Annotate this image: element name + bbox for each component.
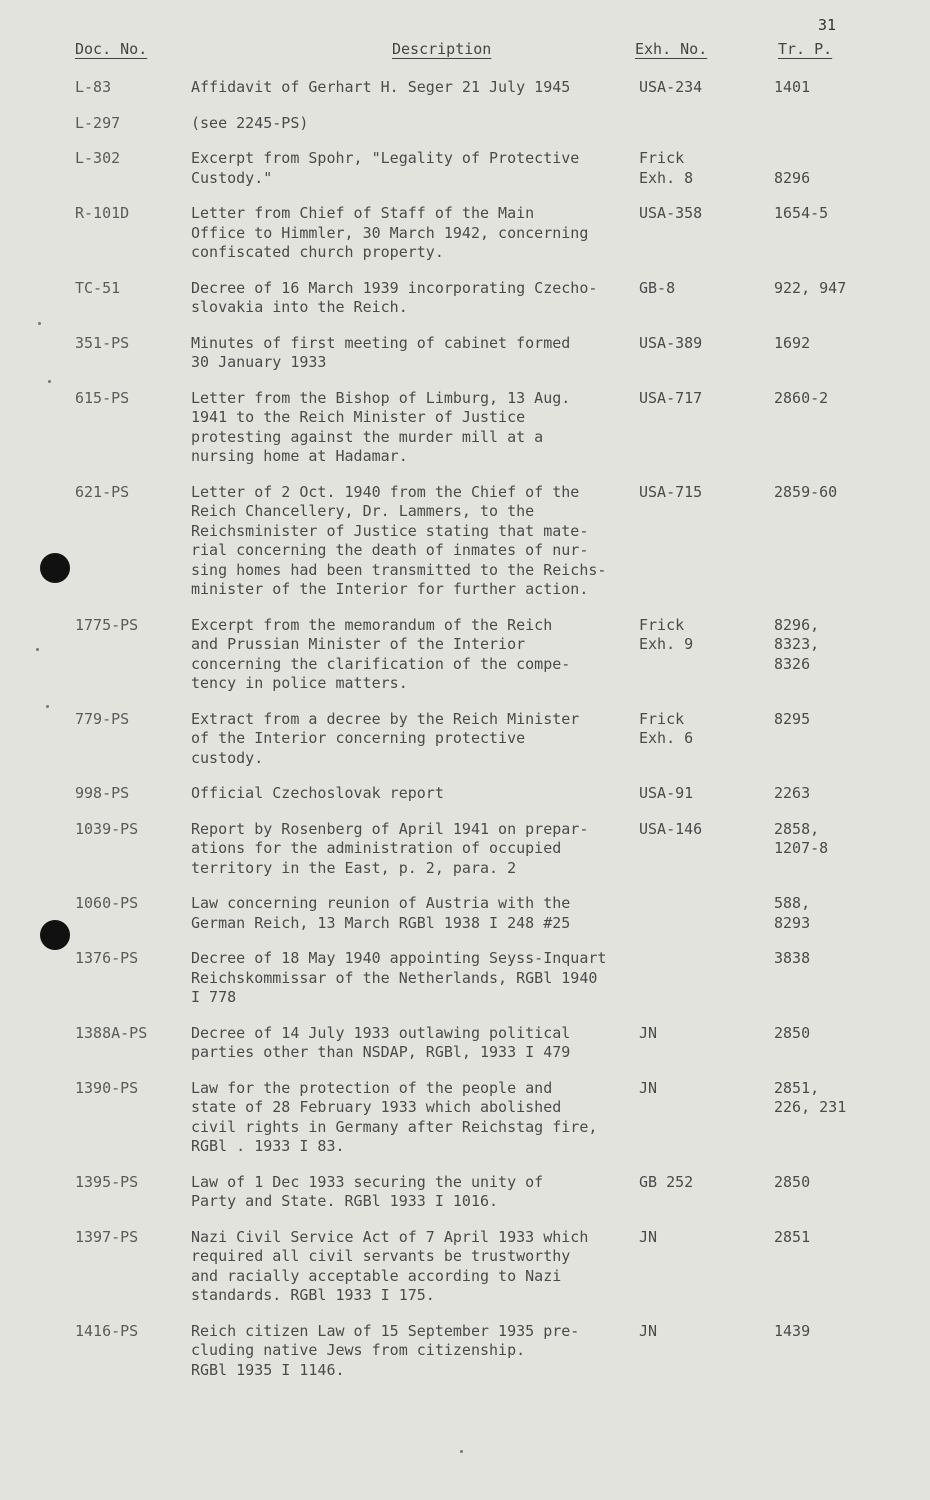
- entry-tr-p: 1654-5: [774, 204, 829, 222]
- entry-description: Reich citizen Law of 15 September 1935 pre- cluding native Jews from citizenship. RGBl 1935 I 1146.: [191, 1321, 580, 1379]
- binder-hole: [40, 553, 70, 583]
- entry-description: Excerpt from the memorandum of the Reich and Prussian Minister of the Interior concerning the clarification of the compe- tency in police matters.: [191, 615, 571, 692]
- entry-exh-no: JN: [639, 1227, 658, 1246]
- header-tr-p: Tr. P.: [778, 40, 833, 58]
- document-entry-row: [0, 334, 930, 373]
- entry-tr-p: 1401: [774, 78, 811, 96]
- entry-description: Extract from a decree by the Reich Minister of the Interior concerning protective custody.: [191, 709, 580, 767]
- entry-description: Letter of 2 Oct. 1940 from the Chief of the Reich Chancellery, Dr. Lammers, to the Reichsminister of Justice stating that mate- rial concerning the death of inmates of nur- sing homes had been transmitted to the Reichs- minister of the Interior for further action.: [191, 482, 607, 598]
- document-entry-row: [0, 1024, 930, 1063]
- entry-tr-p: 588, 8293: [774, 894, 811, 932]
- entry-tr-p: 8295: [774, 709, 811, 728]
- entry-doc-no: 1376-PS: [75, 949, 139, 967]
- entry-doc-no: 779-PS: [75, 709, 130, 728]
- document-entry-row: [0, 78, 930, 98]
- column-header-row: [0, 40, 930, 70]
- entry-doc-no: 1388A-PS: [75, 1023, 148, 1042]
- entry-doc-no: TC-51: [75, 278, 121, 297]
- entry-doc-no: L-83: [75, 78, 112, 96]
- binder-hole: [40, 920, 70, 950]
- document-entry-row: [0, 389, 930, 467]
- entry-exh-no: JN: [639, 1321, 658, 1340]
- entry-exh-no: USA-91: [639, 784, 694, 802]
- entry-exh-no: USA-146: [639, 819, 703, 838]
- paper-speck: [460, 1450, 463, 1453]
- document-entry-row: [0, 1228, 930, 1306]
- entry-tr-p: 2851, 226, 231: [774, 1078, 847, 1116]
- entry-exh-no: Frick Exh. 6: [639, 709, 694, 747]
- entry-tr-p: 1439: [774, 1321, 811, 1340]
- entry-doc-no: 1397-PS: [75, 1227, 139, 1246]
- document-entry-row: [0, 1322, 930, 1381]
- entry-description: Letter from the Bishop of Limburg, 13 Aug. 1941 to the Reich Minister of Justice protesting against the murder mill at a nursing home at Hadamar.: [191, 388, 571, 465]
- entry-doc-no: L-297: [75, 113, 121, 132]
- header-doc-no: Doc. No.: [75, 40, 148, 58]
- entry-tr-p: 2851: [774, 1227, 811, 1246]
- document-entry-row: [0, 1173, 930, 1212]
- document-entry-row: [0, 784, 930, 804]
- entry-description: Nazi Civil Service Act of 7 April 1933 which required all civil servants be trustworthy and racially acceptable according to Nazi standards. RGBl 1933 I 175.: [191, 1227, 589, 1304]
- entry-doc-no: 621-PS: [75, 482, 130, 501]
- entry-exh-no: GB-8: [639, 278, 676, 297]
- header-exh-no: Exh. No.: [635, 40, 708, 58]
- entry-doc-no: R-101D: [75, 204, 130, 222]
- entry-description: Minutes of first meeting of cabinet formed 30 January 1933: [191, 333, 571, 371]
- document-entry-row: [0, 1079, 930, 1157]
- entry-tr-p: 8296: [774, 168, 811, 187]
- entry-tr-p: 2858, 1207-8: [774, 819, 829, 857]
- document-entry-row: [0, 204, 930, 263]
- entry-description: Report by Rosenberg of April 1941 on prepar- ations for the administration of occupied territory in the East, p. 2, para. 2: [191, 819, 589, 877]
- entry-exh-no: USA-234: [639, 78, 703, 96]
- entry-list: [0, 78, 930, 1396]
- document-entry-row: [0, 616, 930, 694]
- document-entry-row: [0, 710, 930, 769]
- entry-exh-no: JN: [639, 1023, 658, 1042]
- paper-speck: [36, 648, 39, 651]
- entry-tr-p: 2263: [774, 784, 811, 802]
- entry-description: (see 2245-PS): [191, 113, 309, 132]
- entry-description: Decree of 18 May 1940 appointing Seyss-Inquart Reichskommissar of the Netherlands, RGBl 1940 I 778: [191, 949, 607, 1006]
- header-description: Description: [392, 40, 492, 58]
- document-entry-row: [0, 820, 930, 879]
- page-number: 31: [818, 16, 837, 34]
- entry-description: Law concerning reunion of Austria with the German Reich, 13 March RGBl 1938 I 248 #25: [191, 894, 571, 932]
- paper-speck: [46, 705, 49, 708]
- paper-speck: [48, 380, 51, 383]
- entry-description: Letter from Chief of Staff of the Main Office to Himmler, 30 March 1942, concerning confiscated church property.: [191, 204, 589, 261]
- entry-tr-p: 2859-60: [774, 482, 838, 501]
- entry-doc-no: 351-PS: [75, 333, 130, 352]
- document-entry-row: [0, 894, 930, 933]
- entry-doc-no: 1039-PS: [75, 819, 139, 838]
- entry-tr-p: 8296, 8323, 8326: [774, 615, 820, 673]
- entry-doc-no: 615-PS: [75, 388, 130, 407]
- entry-tr-p: 3838: [774, 949, 811, 967]
- entry-exh-no: USA-358: [639, 204, 703, 222]
- entry-exh-no: Frick Exh. 9: [639, 615, 694, 653]
- entry-exh-no: USA-715: [639, 482, 703, 501]
- entry-description: Law for the protection of the people and state of 28 February 1933 which abolished civil rights in Germany after Reichstag fire, RGBl . 1933 I 83.: [191, 1078, 598, 1155]
- entry-description: Law of 1 Dec 1933 securing the unity of Party and State. RGBl 1933 I 1016.: [191, 1172, 544, 1210]
- entry-doc-no: 1060-PS: [75, 894, 139, 912]
- entry-doc-no: 1775-PS: [75, 615, 139, 634]
- entry-description: Decree of 14 July 1933 outlawing political parties other than NSDAP, RGBl, 1933 I 479: [191, 1023, 571, 1061]
- document-entry-row: [0, 483, 930, 600]
- document-entry-row: [0, 279, 930, 318]
- entry-doc-no: 1416-PS: [75, 1321, 139, 1340]
- entry-tr-p: 1692: [774, 333, 811, 352]
- entry-exh-no: Frick Exh. 8: [639, 149, 694, 187]
- entry-exh-no: JN: [639, 1078, 658, 1097]
- document-entry-row: [0, 149, 930, 188]
- entry-description: Decree of 16 March 1939 incorporating Czecho- slovakia into the Reich.: [191, 278, 598, 316]
- entry-description: Official Czechoslovak report: [191, 784, 444, 802]
- entry-description: Excerpt from Spohr, "Legality of Protective Custody.": [191, 149, 580, 187]
- entry-doc-no: 998-PS: [75, 784, 130, 802]
- entry-exh-no: USA-717: [639, 388, 703, 407]
- document-entry-row: [0, 114, 930, 134]
- entry-exh-no: GB 252: [639, 1172, 694, 1191]
- entry-doc-no: L-302: [75, 149, 121, 167]
- entry-tr-p: 2860-2: [774, 388, 829, 407]
- entry-exh-no: USA-389: [639, 333, 703, 352]
- entry-tr-p: 922, 947: [774, 278, 847, 297]
- document-entry-row: [0, 949, 930, 1008]
- entry-tr-p: 2850: [774, 1023, 811, 1042]
- entry-description: Affidavit of Gerhart H. Seger 21 July 1945: [191, 78, 571, 96]
- paper-speck: [38, 322, 41, 325]
- entry-doc-no: 1390-PS: [75, 1078, 139, 1097]
- entry-tr-p: 2850: [774, 1172, 811, 1191]
- entry-doc-no: 1395-PS: [75, 1172, 139, 1191]
